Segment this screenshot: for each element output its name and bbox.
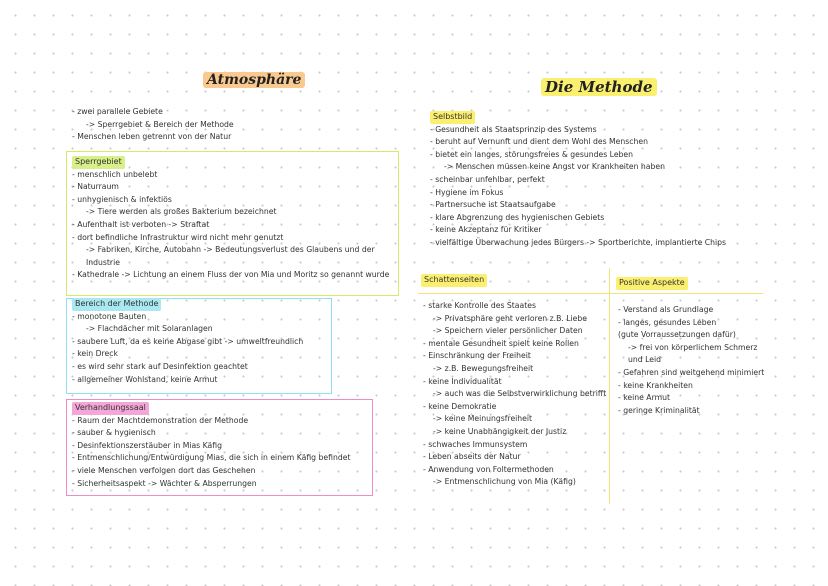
bereich-heading: Bereich der Methode xyxy=(72,298,161,311)
list-item: - Menschen leben getrennt von der Natur xyxy=(72,132,232,142)
list-item: - sauber & hygienisch xyxy=(72,428,156,438)
list-item: - unhygienisch & infektiös xyxy=(72,194,172,204)
list-item: - Gefahren sind weitgehend minimiert xyxy=(618,367,765,377)
sperrgebiet-heading: Sperrgebiet xyxy=(72,156,125,169)
list-item: - vielfältige Überwachung jedes Bürgers -> Sportberichte, implantierte Chips xyxy=(430,237,727,247)
verhandlungssaal-section xyxy=(72,402,350,490)
list-item: - Naturraum xyxy=(72,182,119,192)
list-item: - Entmenschlichung/Entwürdigung Mias, die sich in einem Käfig befindet xyxy=(72,453,351,463)
section-divider-vertical xyxy=(609,268,610,504)
selbstbild-section xyxy=(430,111,726,250)
list-item: -> Menschen müssen keine Angst vor Krankheiten haben xyxy=(444,162,665,172)
list-item: -> Entmenschlichung von Mia (Käfig) xyxy=(433,477,576,487)
list-item: - geringe Kriminalität xyxy=(618,405,700,415)
positive-section xyxy=(618,304,764,417)
list-item: - starke Kontrolle des Staates xyxy=(423,301,536,310)
list-item: -> frei von körperlichem Schmerz xyxy=(628,342,758,352)
list-item: - menschlich unbelebt xyxy=(72,169,158,179)
list-item: - Hygiene im Fokus xyxy=(430,187,504,197)
list-item: -> z.B. Bewegungsfreiheit xyxy=(433,363,534,373)
list-item: - es wird sehr stark auf Desinfektion geachtet xyxy=(72,361,248,371)
list-item: -> Sperrgebiet & Bereich der Methode xyxy=(86,119,234,129)
list-item: - Raum der Machtdemonstration der Methode xyxy=(72,415,249,425)
section-divider-horizontal xyxy=(418,293,763,294)
list-item: - keine Individualität xyxy=(423,376,502,386)
list-item: - allgemeiner Wohlstand, keine Armut xyxy=(72,374,218,384)
list-item: Industrie xyxy=(86,257,120,267)
list-item: -> Privatsphäre geht verloren z.B. Liebe xyxy=(433,313,588,323)
list-item: - Sicherheitsaspekt -> Wächter & Absperrungen xyxy=(72,478,257,488)
methode-title: Die Methode xyxy=(541,78,657,96)
list-item: - mentale Gesundheit spielt keine Rollen xyxy=(423,338,579,348)
list-item: -> keine Meinungsfreiheit xyxy=(433,414,533,424)
list-item: - viele Menschen verfolgen dort das Geschehen xyxy=(72,465,256,475)
sperrgebiet-section xyxy=(72,156,389,282)
list-item: -> keine Unabhängigkeit der Justiz xyxy=(433,426,567,436)
bereich-section xyxy=(72,298,303,386)
list-item: - klare Abgrenzung des hygienischen Gebiets xyxy=(430,212,605,222)
list-item: -> Speichern vieler persönlicher Daten xyxy=(433,326,583,336)
list-item: - scheinbar unfehlbar, perfekt xyxy=(430,174,545,184)
list-item: - beruht auf Vernunft und dient dem Wohl des Menschen xyxy=(430,137,648,147)
list-item: -> Fabriken, Kirche, Autobahn -> Bedeutungsverlust des Glaubens und der xyxy=(86,245,375,255)
list-item: - dort befindliche Infrastruktur wird nicht mehr genutzt xyxy=(72,232,284,242)
list-item: - keine Demokratie xyxy=(423,401,497,411)
schattenseiten-heading: Schattenseiten xyxy=(421,274,487,287)
list-item: - Anwendung von Foltermethoden xyxy=(423,464,554,474)
list-item: - Desinfektionszerstäuber in Mias Käfig xyxy=(72,440,222,450)
list-item: - schwaches Immunsystem xyxy=(423,439,528,449)
list-item: - bietet ein langes, störungsfreies & gesundes Leben xyxy=(430,149,634,159)
positive-heading-wrap xyxy=(616,277,688,290)
verhandlungssaal-heading: Verhandlungssaal xyxy=(72,402,149,415)
intro-list xyxy=(72,106,234,144)
list-item: - Kathedrale -> Lichtung an einem Fluss der von Mia und Moritz so genannt wurde xyxy=(72,270,390,280)
schattenseiten-section xyxy=(423,300,606,489)
selbstbild-heading: Selbstbild xyxy=(430,111,475,124)
list-item: -> Tiere werden als großes Bakterium bezeichnet xyxy=(86,207,277,217)
list-item: - Gesundheit als Staatsprinzip des Systems xyxy=(430,124,597,134)
list-item: - Leben abseits der Natur xyxy=(423,452,521,462)
list-item: - langes, gesundes Leben xyxy=(618,317,717,327)
schattenseiten-heading-wrap xyxy=(421,274,487,287)
atmosphaere-title: Atmosphäre xyxy=(203,72,305,88)
list-item: -> auch was die Selbstverwirklichung betrifft xyxy=(433,389,607,399)
list-item: -> Flachdächer mit Solaranlagen xyxy=(86,324,213,334)
list-item: und Leid xyxy=(628,355,661,365)
list-item: - Verstand als Grundlage xyxy=(618,305,714,314)
list-item: - Einschränkung der Freiheit xyxy=(423,351,531,361)
list-item: (gute Vorraussetzungen dafür) xyxy=(618,330,736,340)
list-item: - saubere Luft, da es keine Abgase gibt -> umweltfreundlich xyxy=(72,336,304,346)
list-item: - keine Akzeptanz für Kritiker xyxy=(430,225,542,235)
list-item: - monotone Bauten xyxy=(72,311,147,321)
list-item: - keine Armut xyxy=(618,393,670,403)
positive-heading: Positive Aspekte xyxy=(616,277,688,290)
list-item: - zwei parallele Gebiete xyxy=(72,107,163,116)
list-item: - kein Dreck xyxy=(72,349,118,359)
list-item: - Aufenthalt ist verboten -> Straftat xyxy=(72,219,210,229)
list-item: - Partnersuche ist Staatsaufgabe xyxy=(430,200,556,210)
list-item: - keine Krankheiten xyxy=(618,380,693,390)
